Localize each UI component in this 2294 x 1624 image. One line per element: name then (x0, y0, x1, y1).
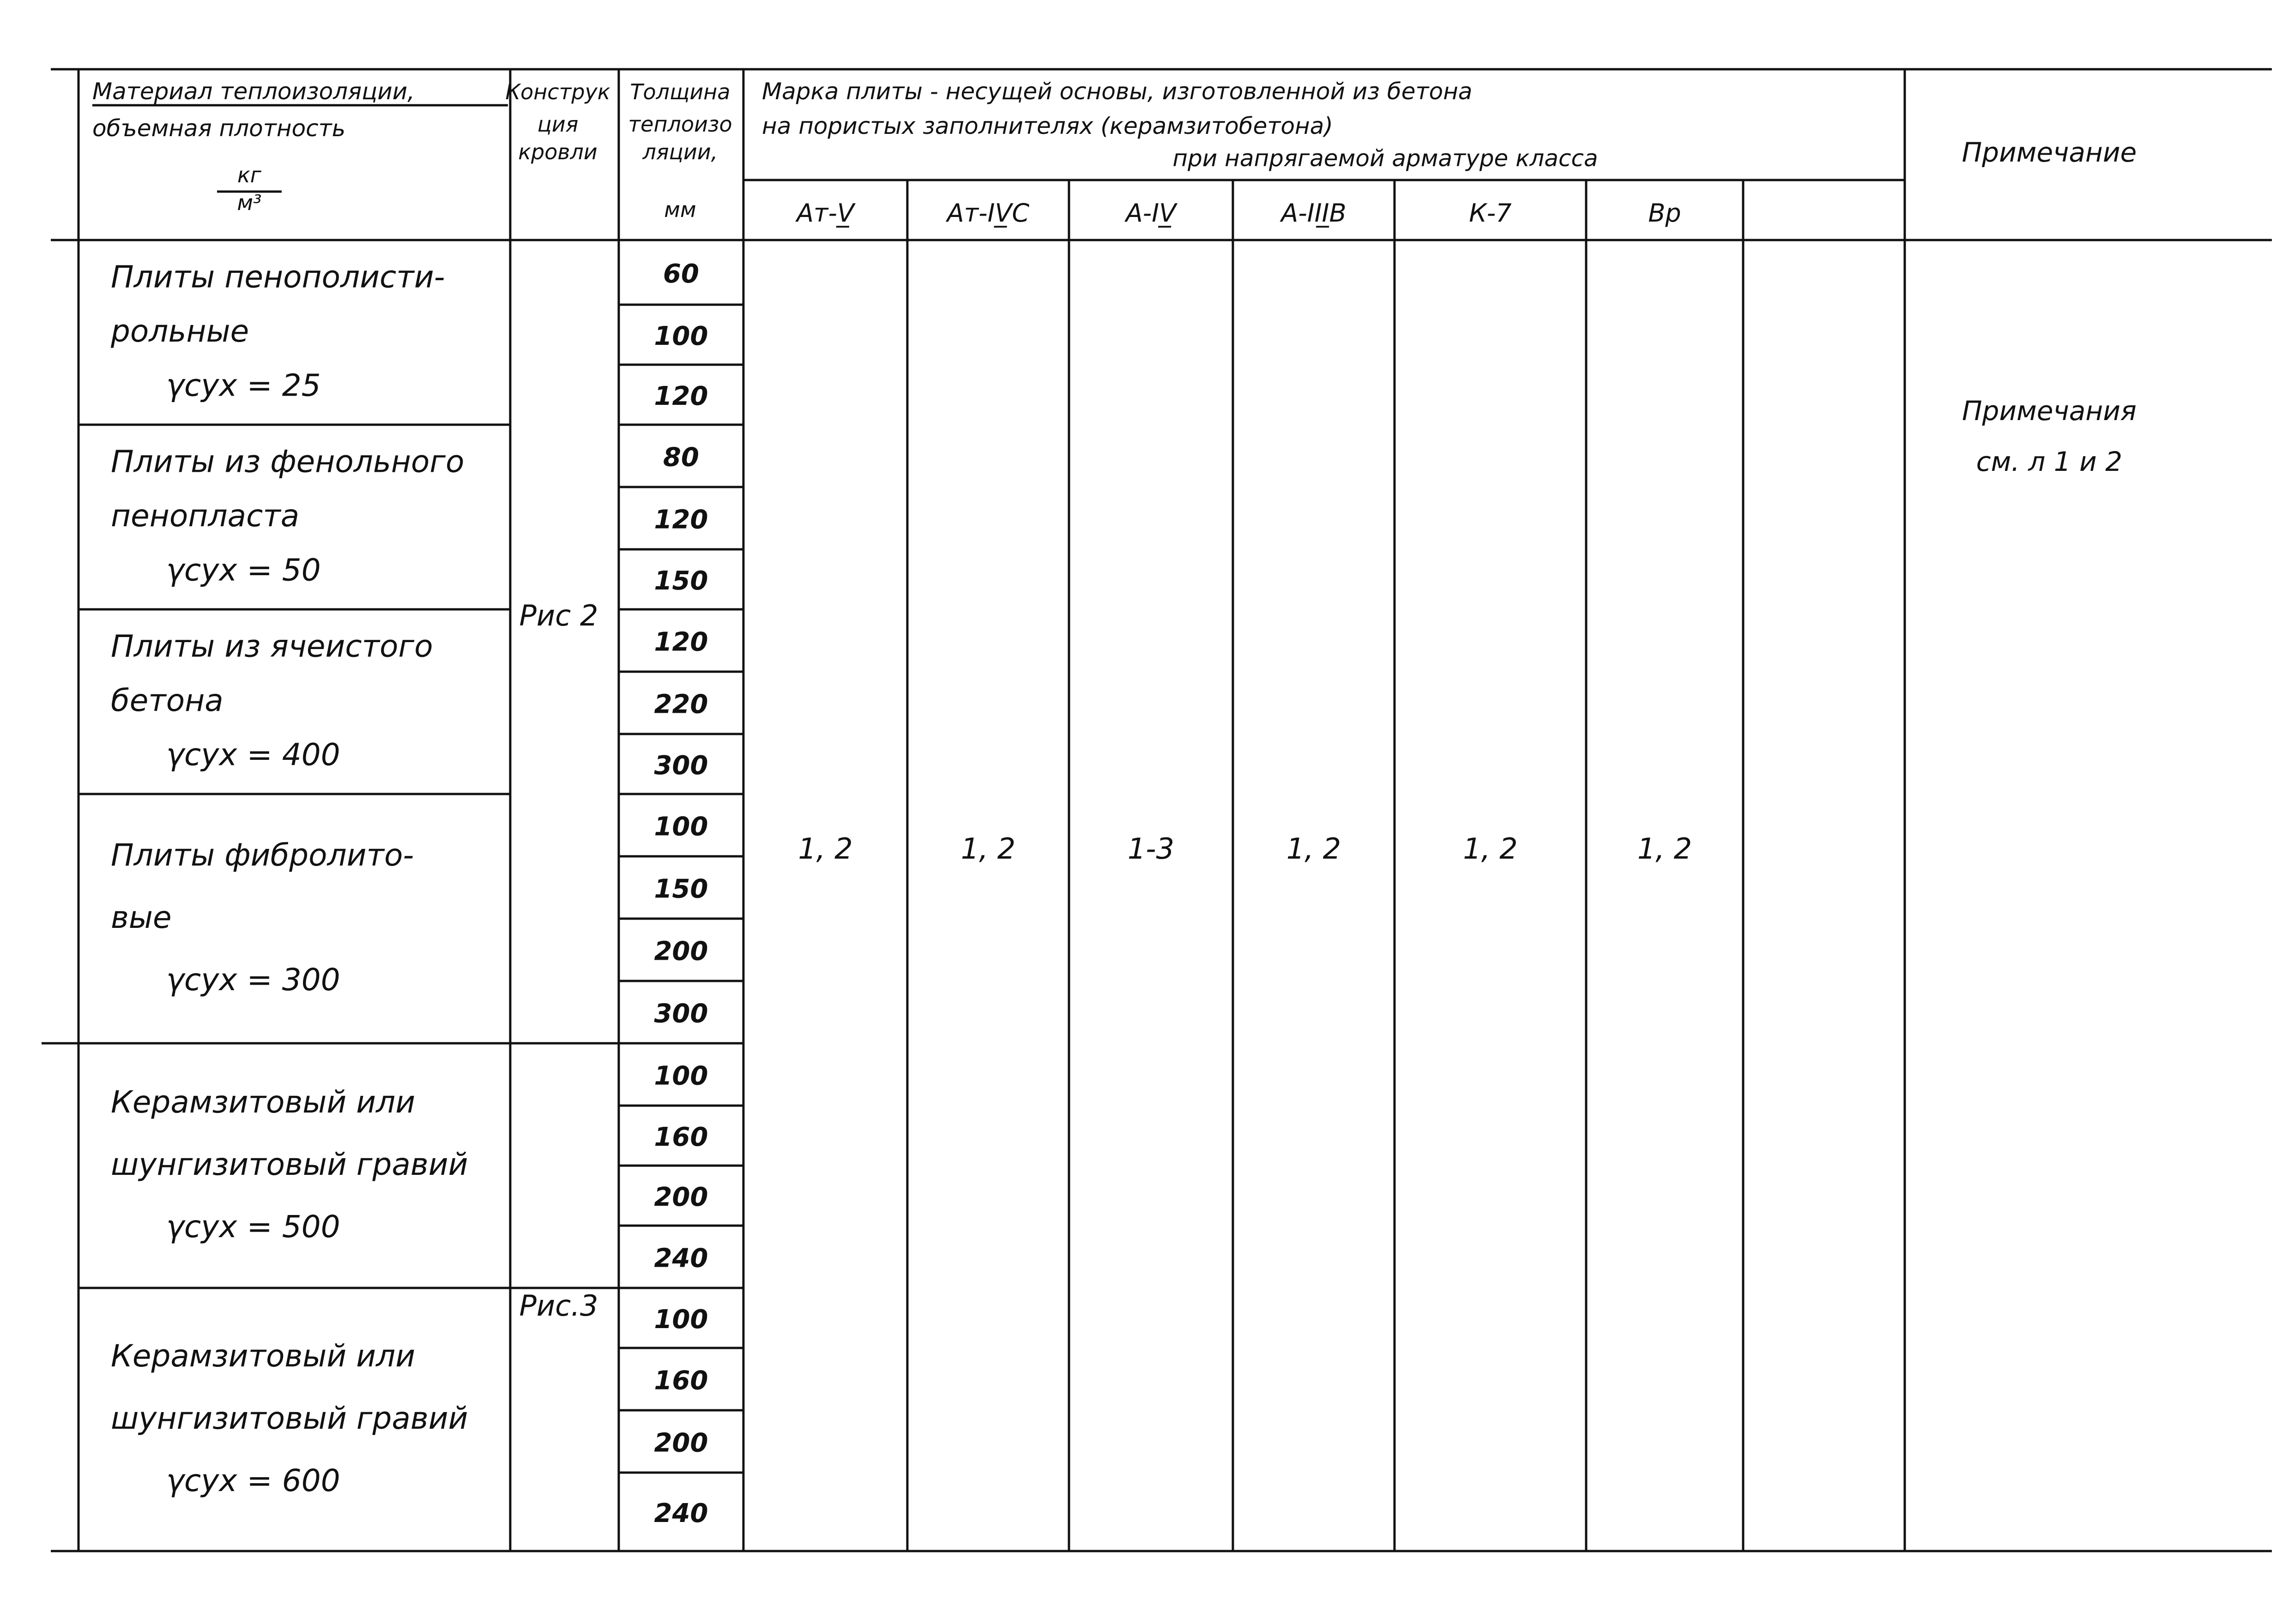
header-grade-line2: на пористых заполнителях (керамзитобетона) (762, 113, 1333, 139)
thickness-value: 300 (654, 751, 708, 781)
header-grade (762, 78, 1598, 172)
thickness-value: 150 (654, 566, 708, 596)
header-material-line2: объемная плотность (92, 115, 346, 142)
material-2-line-0: Плиты из ячеистого (111, 628, 433, 664)
thickness-value: 200 (654, 1182, 708, 1212)
material-0-line-1: рольные (111, 313, 249, 349)
grade-header-3: А-III̲В (1281, 198, 1346, 228)
header-unit-numerator: кг (237, 162, 261, 187)
material-3-line-1: вые (111, 900, 172, 935)
thickness-value: 120 (654, 381, 708, 411)
material-2-line-1: бетона (111, 683, 223, 718)
grade-header-2: А-IV̲ (1125, 198, 1177, 228)
thickness-value: 100 (654, 321, 708, 351)
grade-header-0: Ат-V̲ (797, 198, 854, 228)
header-construction-line2: ция (537, 112, 579, 137)
header-unit-denominator: м³ (237, 190, 262, 215)
material-1-line-0: Плиты из фенольного (111, 444, 465, 480)
grade-value-4: 1, 2 (1463, 832, 1518, 866)
material-5-line-1: шунгизитовый гравий (111, 1401, 468, 1436)
grade-header-4: К-7 (1469, 198, 1512, 228)
grade-value-0: 1, 2 (798, 832, 853, 866)
header-thickness-line2: теплоизо (628, 112, 732, 137)
header-grade-line3: при напрягаемой арматуре класса (1172, 145, 1598, 172)
header-construction-line3: кровли (518, 139, 598, 164)
material-0-line-2: γсух = 25 (166, 367, 321, 403)
thickness-value: 160 (654, 1122, 708, 1152)
thickness-value: 300 (654, 998, 708, 1029)
header-grade-line1: Марка плиты - несущей основы, изготовленной из бетона (762, 78, 1473, 105)
thickness-value: 120 (654, 505, 708, 535)
header-construction (505, 79, 610, 164)
grade-value-1: 1, 2 (960, 832, 1016, 866)
material-5-line-0: Керамзитовый или (111, 1338, 416, 1374)
thickness-value: 240 (654, 1243, 708, 1274)
material-4-line-2: γсух = 500 (166, 1209, 340, 1245)
thickness-value: 240 (654, 1498, 708, 1528)
header-material-line1: Материал теплоизоляции, (92, 78, 415, 105)
header-thickness-line1: Толщина (630, 79, 730, 104)
material-0-line-0: Плиты пенополисти- (111, 259, 445, 295)
thickness-value: 200 (654, 936, 708, 967)
material-4-line-1: шунгизитовый гравий (111, 1147, 468, 1182)
thickness-value: 60 (663, 259, 699, 289)
note-line1: Примечания (1962, 395, 2137, 427)
thickness-value: 100 (654, 1061, 708, 1091)
material-4-line-0: Керамзитовый или (111, 1084, 416, 1120)
header-note: Примечание (1962, 137, 2137, 168)
construction-ris3: Рис.3 (519, 1289, 598, 1323)
grade-value-5: 1, 2 (1637, 832, 1692, 866)
thickness-value: 100 (654, 1305, 708, 1335)
grade-values (798, 832, 1692, 866)
grade-header-1: Ат-IV̲С (947, 198, 1030, 228)
thickness-value: 200 (654, 1428, 708, 1458)
thickness-value: 150 (654, 874, 708, 904)
header-thickness-line3: ляции, (642, 139, 718, 164)
header-material (92, 78, 415, 215)
material-1-line-1: пенопласта (111, 498, 300, 534)
material-2-line-2: γсух = 400 (166, 737, 340, 773)
material-5-line-2: γсух = 600 (166, 1463, 340, 1498)
material-1-line-2: γсух = 50 (166, 552, 321, 588)
thickness-value: 100 (654, 812, 708, 842)
materials (110, 259, 468, 1498)
thickness-value: 80 (663, 442, 699, 473)
grade-header-5: Вр (1648, 198, 1681, 228)
thickness-value: 220 (654, 689, 708, 720)
material-3-line-0: Плиты фибролито- (111, 837, 414, 873)
construction-ris2: Рис 2 (519, 599, 598, 632)
material-3-line-2: γсух = 300 (166, 962, 340, 998)
grade-headers (795, 198, 1681, 228)
header-thickness (628, 79, 732, 222)
header-thickness-unit: мм (664, 197, 696, 222)
grade-value-2: 1-3 (1127, 832, 1175, 866)
header-construction-line1: Конструк (505, 79, 610, 104)
thickness-value: 160 (654, 1365, 708, 1396)
grade-value-3: 1, 2 (1286, 832, 1341, 866)
thicknesses (654, 259, 708, 1528)
thickness-value: 120 (654, 627, 708, 657)
note-line2: см. л 1 и 2 (1976, 446, 2123, 477)
